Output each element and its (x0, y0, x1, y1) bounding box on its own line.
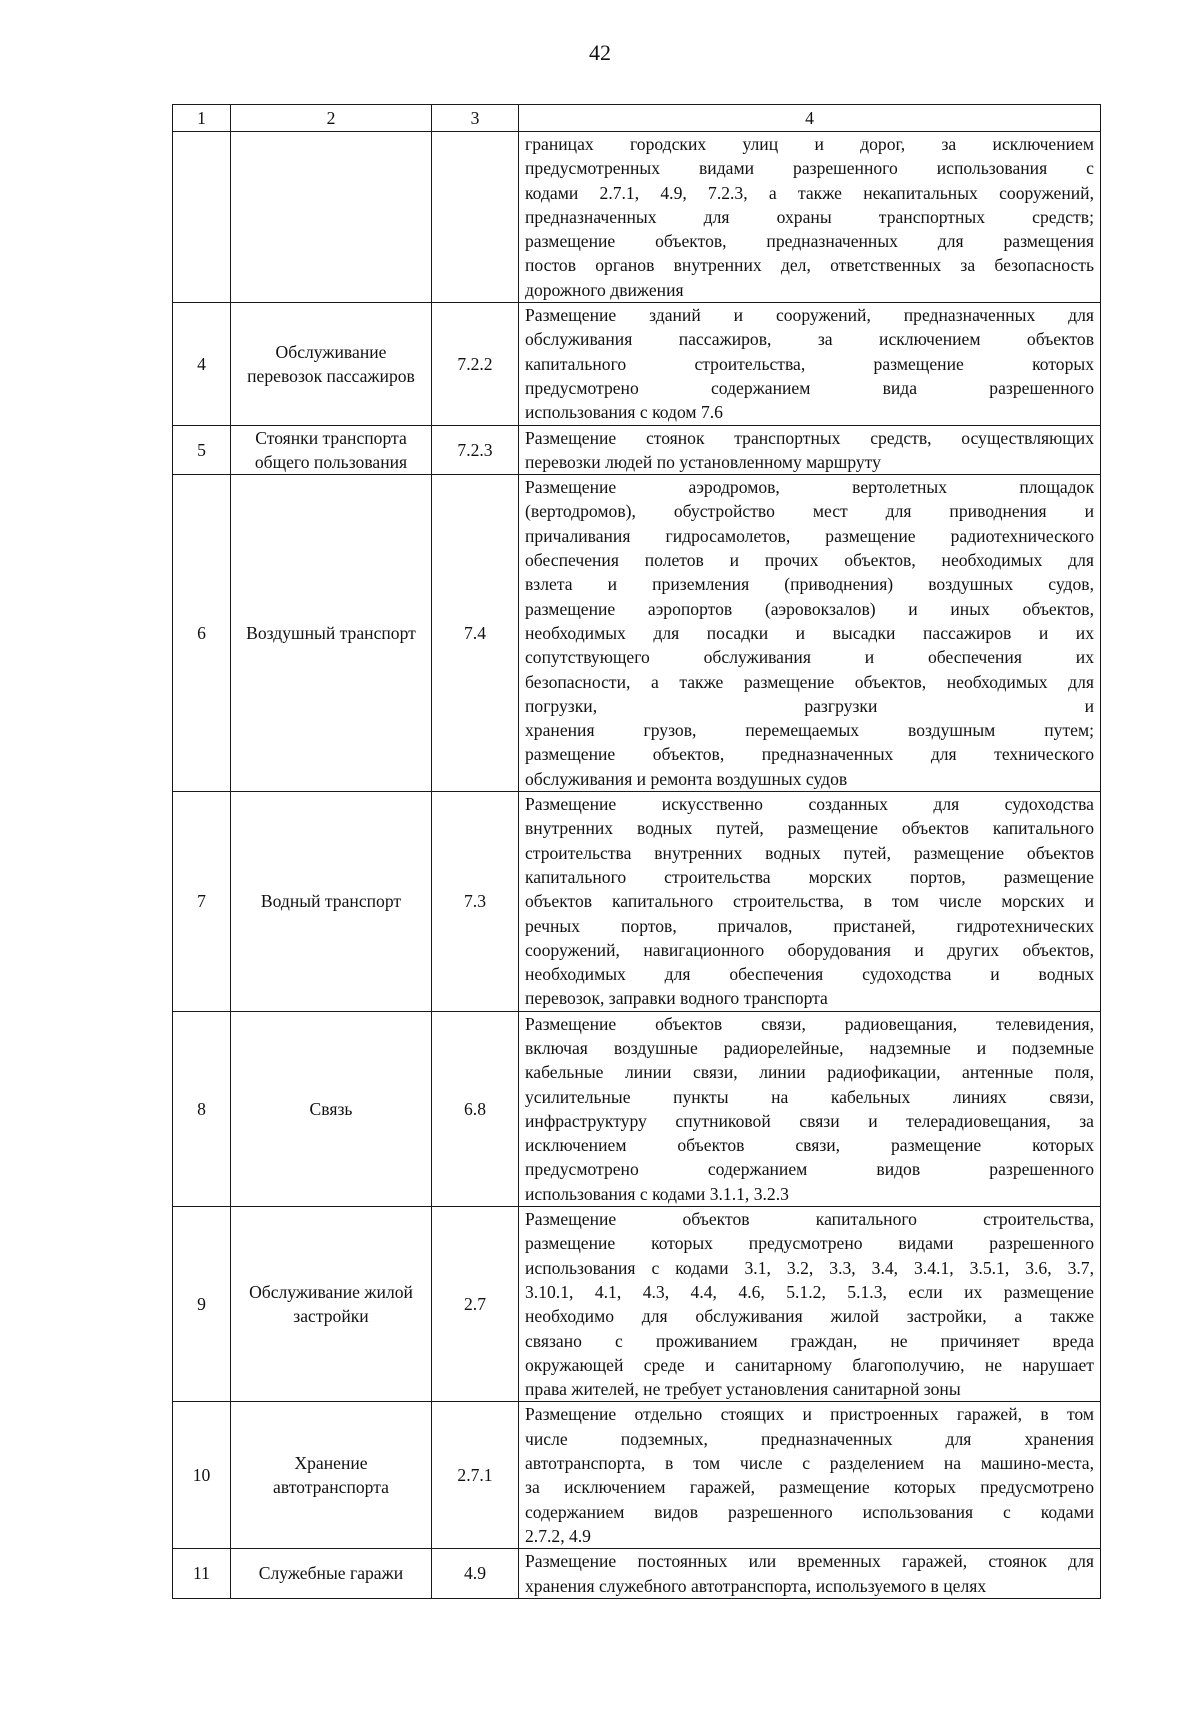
use-code-cell: 2.7.1 (432, 1402, 519, 1549)
use-name-cell: Связь (231, 1011, 432, 1206)
description-line: сооружений, навигационного оборудования и других объектов, (525, 939, 1094, 960)
table-row (173, 475, 1101, 792)
description-line: погрузки, разгрузки и (525, 695, 1094, 716)
page-number: 42 (589, 40, 611, 65)
description-cell (519, 1549, 1101, 1599)
description-line: речных портов, причалов, пристаней, гидротехнических (525, 915, 1094, 936)
description-line: размещение объектов, предназначенных для размещения (525, 231, 1094, 252)
description-line: (вертодромов), обустройство мест для приводнения и (525, 501, 1094, 522)
description-line: использования с кодом 7.6 (525, 402, 723, 423)
row-number-cell: 5 (173, 425, 231, 475)
description-line: права жителей, не требует установления санитарной зоны (525, 1379, 961, 1400)
header-cell-2: 2 (231, 105, 432, 132)
description-line: обеспечения полетов и прочих объектов, необходимых для (525, 550, 1094, 571)
description-line: размещение которых предусмотрено видами разрешенного (525, 1233, 1094, 1254)
table-row (173, 792, 1101, 1012)
use-name-cell: Хранение автотранспорта (231, 1402, 432, 1549)
row-number-cell: 9 (173, 1207, 231, 1402)
description-cell (519, 132, 1101, 303)
use-code-cell: 4.9 (432, 1549, 519, 1599)
description-line: связано с проживанием граждан, не причиняет вреда (525, 1330, 1094, 1351)
description-line: Размещение постоянных или временных гаражей, стоянок для (525, 1551, 1094, 1572)
table-row (173, 425, 1101, 475)
description-line: 2.7.2, 4.9 (525, 1525, 591, 1546)
header-cell-4: 4 (519, 105, 1101, 132)
description-cell (519, 1207, 1101, 1402)
table-row (173, 303, 1101, 425)
description-line: перевозок, заправки водного транспорта (525, 988, 828, 1009)
table-row (173, 1207, 1101, 1402)
description-line: сопутствующего обслуживания и обеспечения их (525, 647, 1094, 668)
description-line: за исключением гаражей, размещение которых предусмотрено (525, 1477, 1094, 1498)
description-cell (519, 1011, 1101, 1206)
table-row (173, 1011, 1101, 1206)
description-line: взлета и приземления (приводнения) воздушных судов, (525, 574, 1094, 595)
row-number-cell (173, 132, 231, 303)
description-line: 3.10.1, 4.1, 4.3, 4.4, 4.6, 5.1.2, 5.1.3, если их размещение (525, 1281, 1094, 1302)
description-line: предназначенных для охраны транспортных средств; (525, 206, 1094, 227)
description-line: границах городских улиц и дорог, за исключением (525, 134, 1094, 154)
description-line: кодами 2.7.1, 4.9, 7.2.3, а также некапитальных сооружений, (525, 182, 1094, 203)
description-line: обслуживания пассажиров, за исключением объектов (525, 329, 1094, 350)
table-row (173, 1549, 1101, 1599)
description-line: предусмотренных видами разрешенного использования с (525, 158, 1094, 179)
row-number-cell: 7 (173, 792, 231, 1012)
use-code-cell: 7.4 (432, 475, 519, 792)
use-code-cell: 7.2.2 (432, 303, 519, 425)
description-line: окружающей среде и санитарному благополучию, не нарушает (525, 1354, 1094, 1375)
row-number-cell: 6 (173, 475, 231, 792)
row-number-cell: 8 (173, 1011, 231, 1206)
description-line: Размещение отдельно стоящих и пристроенных гаражей, в том (525, 1404, 1094, 1425)
description-line: размещение объектов, предназначенных для технического (525, 744, 1094, 765)
row-number-cell: 11 (173, 1549, 231, 1599)
description-line: Размещение стоянок транспортных средств, осуществляющих (525, 427, 1094, 448)
description-line: использования с кодами 3.1, 3.2, 3.3, 3.4, 3.4.1, 3.5.1, 3.6, 3.7, (525, 1257, 1094, 1278)
description-line: внутренних водных путей, размещение объектов капитального (525, 818, 1094, 839)
description-line: предусмотрено содержанием вида разрешенного (525, 377, 1094, 398)
description-cell (519, 303, 1101, 425)
description-line: объектов капитального строительства, в том числе морских и (525, 891, 1094, 912)
description-line: необходимых для посадки и высадки пассажиров и их (525, 622, 1094, 643)
use-name-cell (231, 132, 432, 303)
description-line: постов органов внутренних дел, ответственных за безопасность (525, 255, 1094, 276)
use-name-cell: Обслуживание перевозок пассажиров (231, 303, 432, 425)
use-code-cell: 7.2.3 (432, 425, 519, 475)
use-code-cell: 2.7 (432, 1207, 519, 1402)
description-line: капитального строительства, размещение которых (525, 353, 1094, 374)
description-line: Размещение объектов капитального строительства, (525, 1209, 1094, 1230)
description-line: Размещение аэродромов, вертолетных площадок (525, 477, 1094, 498)
use-name-cell: Воздушный транспорт (231, 475, 432, 792)
description-line: обслуживания и ремонта воздушных судов (525, 768, 848, 789)
description-line: дорожного движения (525, 279, 684, 300)
description-line: Размещение зданий и сооружений, предназначенных для (525, 305, 1094, 326)
description-line: исключением объектов связи, размещение которых (525, 1135, 1094, 1156)
description-cell (519, 1402, 1101, 1549)
description-line: предусмотрено содержанием видов разрешенного (525, 1159, 1094, 1180)
description-line: числе подземных, предназначенных для хранения (525, 1428, 1094, 1449)
use-name-cell: Водный транспорт (231, 792, 432, 1012)
description-line: усилительные пункты на кабельных линиях связи, (525, 1086, 1094, 1107)
description-line: включая воздушные радиорелейные, надземные и подземные (525, 1037, 1094, 1058)
header-cell-3: 3 (432, 105, 519, 132)
header-cell-1: 1 (173, 105, 231, 132)
description-line: размещение аэропортов (аэровокзалов) и иных объектов, (525, 598, 1094, 619)
table-body (173, 105, 1101, 1599)
description-line: автотранспорта, в том числе с разделением на машино-места, (525, 1453, 1094, 1474)
description-line: причаливания гидросамолетов, размещение радиотехнического (525, 525, 1094, 546)
description-line: перевозки людей по установленному маршруту (525, 451, 881, 472)
description-line: Размещение искусственно созданных для судоходства (525, 794, 1094, 815)
description-line: капитального строительства морских портов, размещение (525, 866, 1094, 887)
use-name-cell: Стоянки транспорта общего пользования (231, 425, 432, 475)
use-name-cell: Обслуживание жилой застройки (231, 1207, 432, 1402)
row-number-cell: 10 (173, 1402, 231, 1549)
use-code-cell: 7.3 (432, 792, 519, 1012)
use-code-cell: 6.8 (432, 1011, 519, 1206)
description-cell (519, 475, 1101, 792)
description-line: кабельные линии связи, линии радиофикации, антенные поля, (525, 1062, 1094, 1083)
use-name-cell: Служебные гаражи (231, 1549, 432, 1599)
description-line: необходимо для обслуживания жилой застройки, а также (525, 1306, 1094, 1327)
description-line: безопасности, а также размещение объектов, необходимых для (525, 671, 1094, 692)
description-line: необходимых для обеспечения судоходства и водных (525, 964, 1094, 985)
table-row (173, 132, 1101, 303)
use-code-cell (432, 132, 519, 303)
description-cell (519, 792, 1101, 1012)
description-line: содержанием видов разрешенного использования с кодами (525, 1501, 1094, 1522)
description-line: хранения грузов, перемещаемых воздушным путем; (525, 720, 1094, 741)
description-line: строительства внутренних водных путей, размещение объектов (525, 842, 1094, 863)
description-line: инфраструктуру спутниковой связи и телерадиовещания, за (525, 1110, 1094, 1131)
description-cell (519, 425, 1101, 475)
description-line: использования с кодами 3.1.1, 3.2.3 (525, 1183, 789, 1204)
description-line: Размещение объектов связи, радиовещания, телевидения, (525, 1013, 1094, 1034)
row-number-cell: 4 (173, 303, 231, 425)
table-row (173, 1402, 1101, 1549)
table-header-row (173, 105, 1101, 132)
description-line: хранения служебного автотранспорта, используемого в целях (525, 1575, 987, 1596)
land-use-table (172, 104, 1101, 1599)
